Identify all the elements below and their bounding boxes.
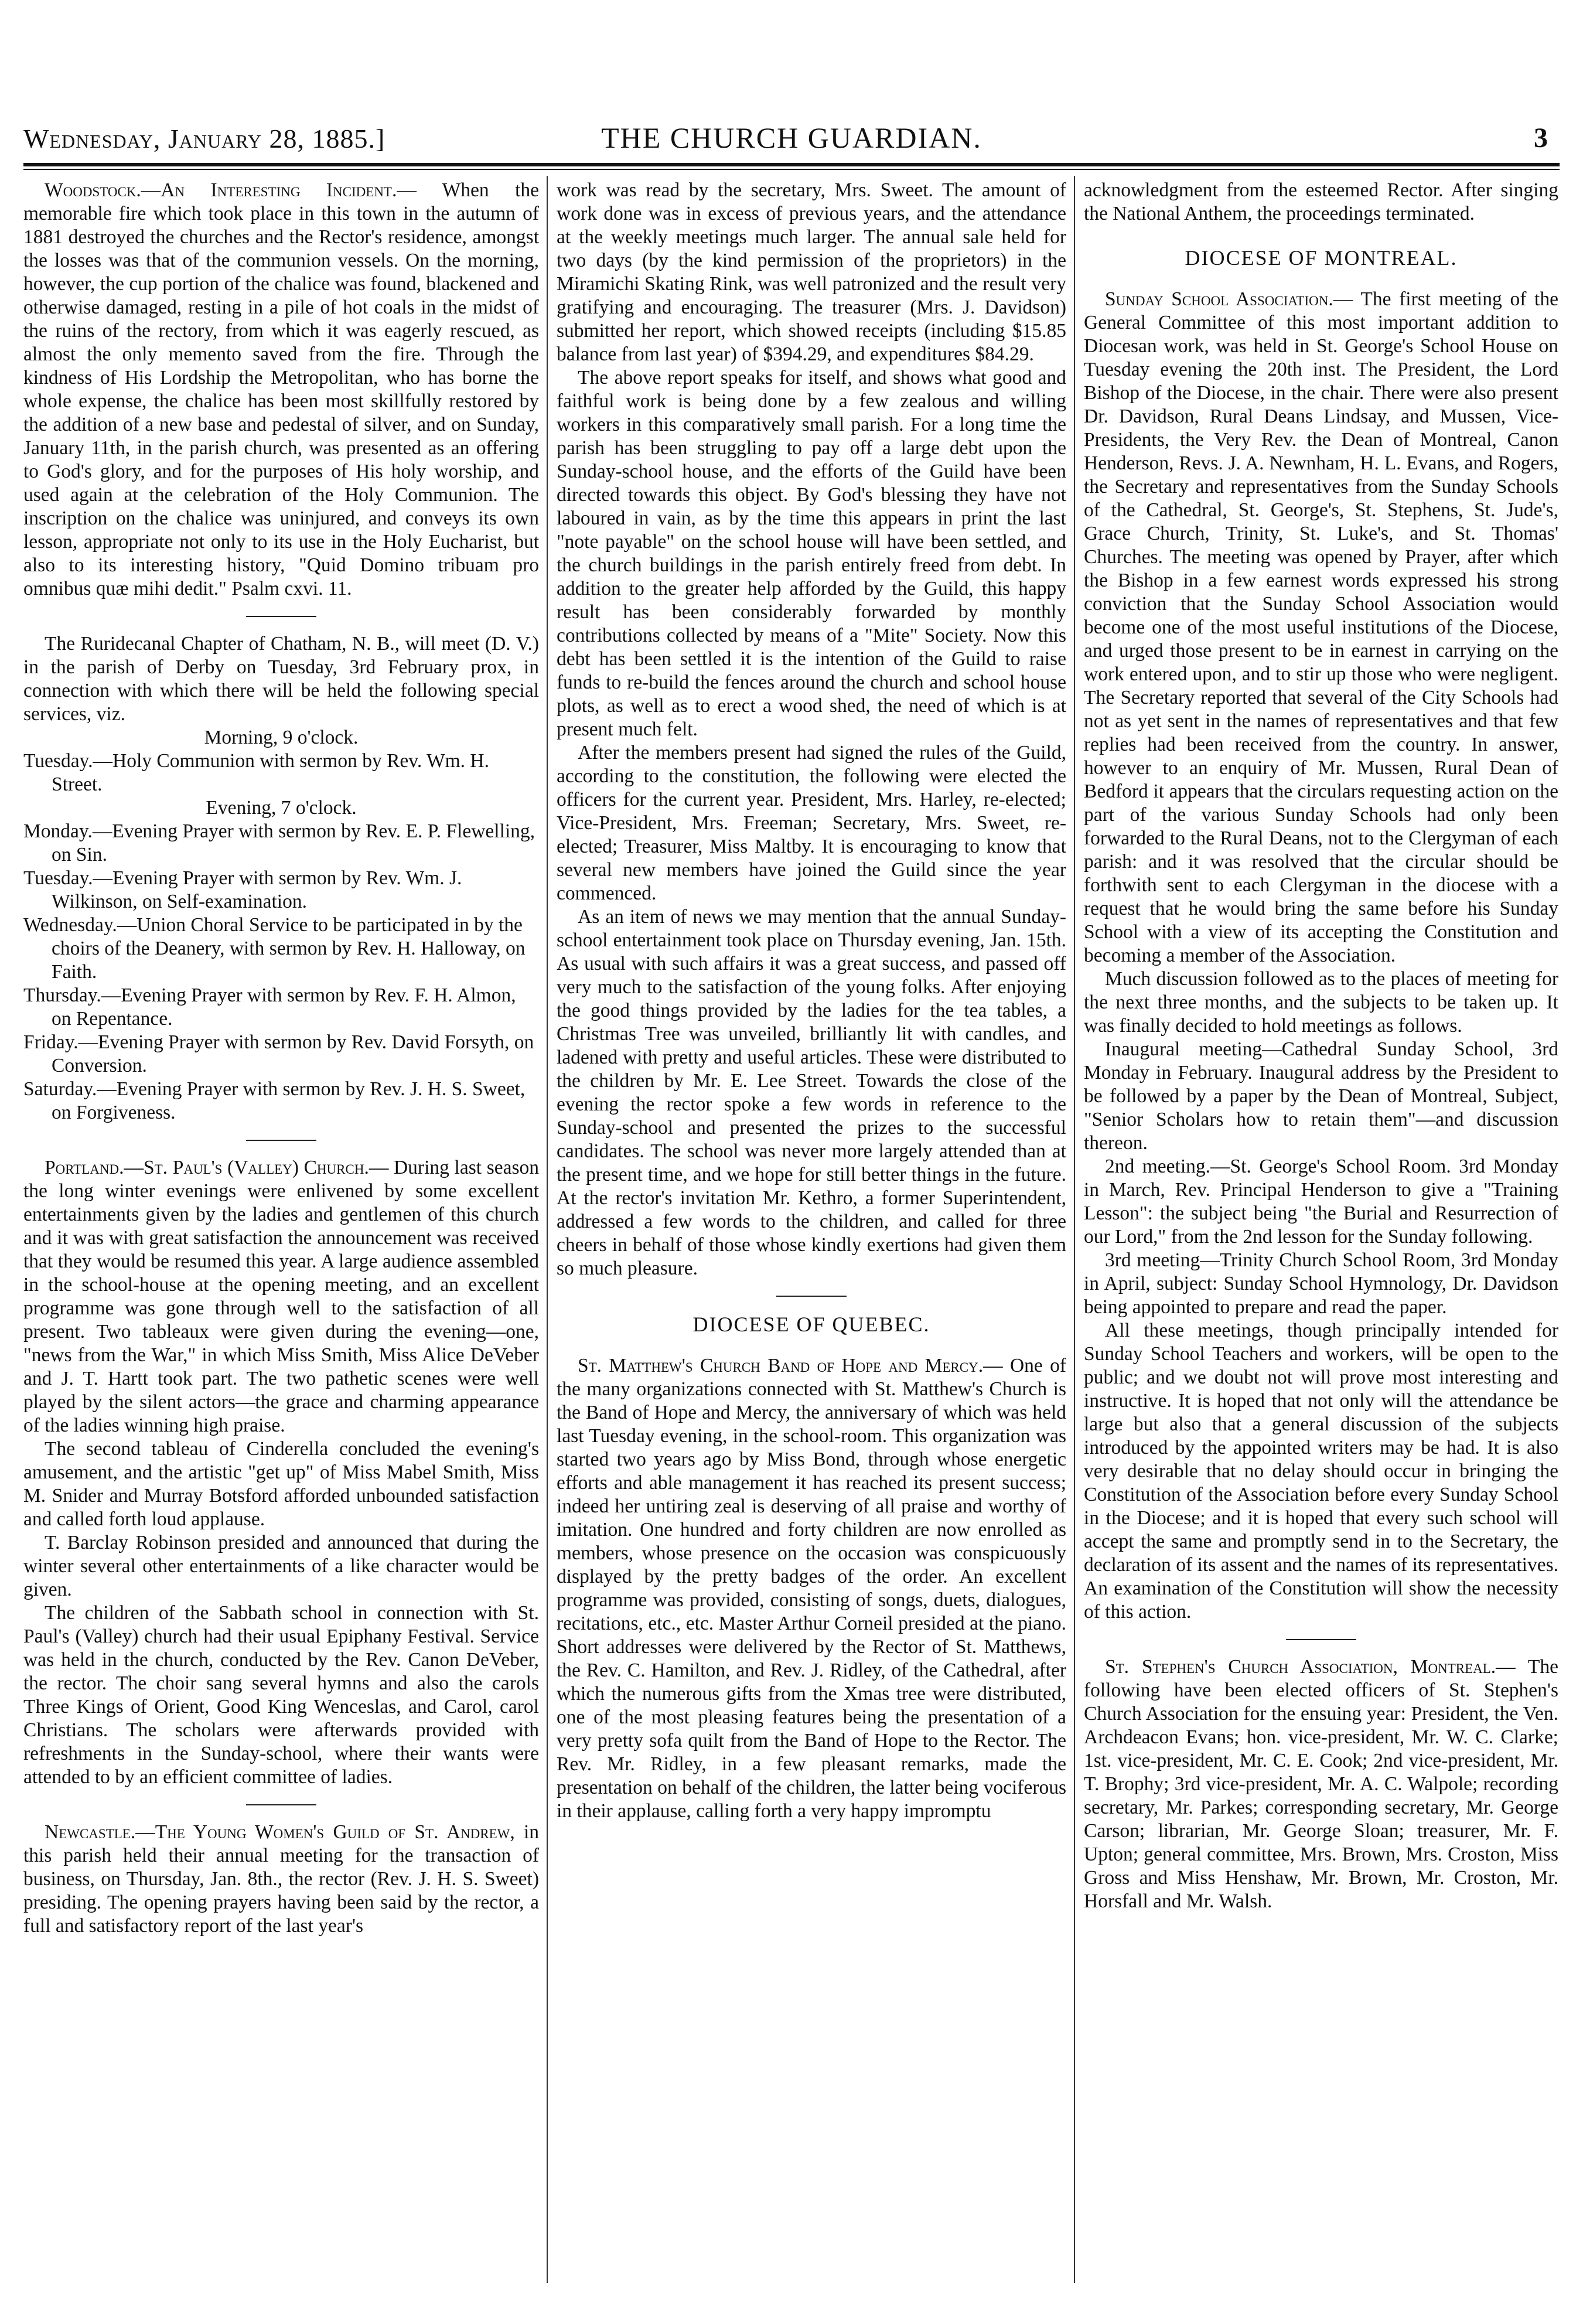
woodstock-article [23,179,539,601]
matthew-continued: acknowledgment from the esteemed Rector. After singing the National Anthem, the proceedings terminated. [1084,179,1558,224]
header-rule-thick [23,163,1560,166]
ssa-paragraph-2: Much discussion followed as to the places of meeting for the next three months, and the subjects to be taken up. It was finally decided to hold meetings as follows. [1084,968,1558,1037]
woodstock-text: When the memorable fire which took place in this town in the autumn of 1881 destroyed the churches and the Rector's residence, amongst the losses was that of the communion vessels. On the morning, however, the cup portion of the chalice was found, blackened and otherwise damaged, resting in a pile of hot coals in the midst of the ruins of the rectory, from which it was eagerly rescued, as almost the only memento saved from the fire. Through the kindness of His Lordship the Metropolitan, who has borne the whole expense, the chalice has been most skillfully restored by the addition of a new base and pedestal of silver, and on Sunday, January 11th, in the parish church, was presented as an offering to God's glory, and for the purposes of His holy worship, and used again at the celebration of the Holy Communion. The inscription on the chalice was uninjured, and conveys its own lesson, appropriate not only to its use in the Holy Eucharist, but also to its interesting history, "Quid Domino tribuam pro omnibus quæ mihi dedit." Psalm cxvi. 11. [23,179,539,599]
separator [776,1296,847,1297]
portland-paragraph-4: The children of the Sabbath school in connection with St. Paul's (Valley) church had their usual Epiphany Festival. Service was held in the church, conducted by the Rev. Canon DeVeber, the rector. The choir sang several hymns and also the carols Three Kings of Orient, Good King Wenceslas, and Carol, carol Christians. The scholars were afterwards provided with refreshments in the Sunday-school, where their wants were attended to by an efficient committee of ladies. [23,1602,539,1788]
section-title-quebec: DIOCESE OF QUEBEC. [692,1313,930,1336]
separator [1286,1639,1356,1640]
column-3 [1084,179,1558,2283]
ssa-text: The first meeting of the General Committee of this most important addition to Diocesan work, was held in St. George's School House on Tuesday evening the 20th inst. The President, the Lord Bishop of the Diocese, in the chair. There were also present Dr. Davidson, Rural Deans Lindsay, and Mussen, Vice-Presidents, the Very Rev. the Dean of Montreal, Canon Henderson, Revs. J. A. Newnham, H. L. Evans, and Rogers, the Secretary and representatives from the Sunday Schools of the Cathedral, St. George's, St. Stephens, St. Jude's, Grace Church, Trinity, St. Luke's, and St. Thomas' Churches. The meeting was opened by Prayer, after which the Bishop in a few earnest words expressed his strong conviction that the Sunday School Association would become one of the most useful institutions of the Diocese, and urged those present to be in earnest in carrying on the work entered upon, and to stir up those who were negligent. The Secretary reported that several of the City Schools had not as yet sent in the names of representatives and that few replies had been received from the country. In answer, however to an enquiry of Mr. Mussen, Rural Dean of Bedford it appears that the circulars requesting action on the part of the various Sunday Schools had only been forwarded to the Rural Deans, not to the Clergyman of each parish: and it was resolved that the circular should be forthwith sent to each Clergyman in the diocese with a request that he would bring the same before his Sunday School with a view of its accepting the Constitution and becoming a member of the Association. [1084,288,1558,966]
newcastle-text: in this parish held their annual meeting for the transaction of business, on Thursday, Jan. 8th., the rector (Rev. J. H. S. Sweet) presiding. The opening prayers having been said by the rector, a full and satisfactory report of the last year's [23,1821,539,1937]
separator [246,1804,316,1805]
stephen-heading: St. Stephen's Church Association, Montreal.— [1105,1656,1516,1678]
portland-text: During last season the long winter evenings were enlivened by some excellent entertainments given by the ladies and gentlemen of this church and it was with great satisfaction the announcement was received that they would be resumed this year. A large audience assembled in the school-house at the opening meeting, and an excellent programme was gone through well to the satisfaction of all present. Two tableaux were given during the evening—one, "news from the War," in which Miss Smith, Miss Alice DeVeber and J. T. Hartt took part. The two pathetic scenes were well played by the silent actors—the grace and charming appearance of the ladies winning high praise. [23,1157,539,1436]
ssa-paragraph-5: 3rd meeting—Trinity Church School Room, 3rd Monday in April, subject: Sunday School Hymnology, Dr. Davidson being appointed to prepare and read the paper. [1084,1249,1558,1318]
stephen-article [1084,1655,1558,1913]
column-2 [557,179,1066,2283]
header-rule-thin [23,169,1560,170]
newcastle-continued: work was read by the secretary, Mrs. Sweet. The amount of work done was in excess of previous years, and the attendance at the weekly meetings much larger. The annual sale held for two days (by the kind permission of the proprietors) in the Miramichi Skating Rink, was well patronized and the result very gratifying and encouraging. The treasurer (Mrs. J. Davidson) submitted her report, which showed receipts (including $15.85 balance from last year) of $394.29, and expenditures $84.29. [557,179,1066,365]
column-1 [23,179,539,2283]
service-time-evening: Evening, 7 o'clock. [206,797,357,819]
column-divider-2 [1074,176,1075,2283]
matthew-heading: St. Matthew's Church Band of Hope and Mercy.— [578,1355,1003,1376]
page-number: 3 [1534,122,1548,154]
separator [246,1140,316,1141]
woodstock-heading: Woodstock.—An Interesting Incident.— [45,179,417,201]
service-item: Thursday.—Evening Prayer with sermon by Rev. F. H. Almon, on Repentance. [23,984,516,1030]
column-divider-1 [547,176,548,2283]
stephen-text: The following have been elected officers of St. Stephen's Church Association for the ensuing year: President, the Ven. Archdeacon Evans; hon. vice-president, Mr. W. C. Clarke; 1st. vice-president, Mr. C. E. Cook; 2nd vice-president, Mr. T. Brophy; 3rd vice-president, Mr. A. C. Walpole; recording secretary, Mr. Parkes; corresponding secretary, Mr. George Carson; librarian, Mr. George Sloan; treasurer, Mr. F. Upton; general committee, Mrs. Brown, Mrs. Croston, Miss Gross and Miss Henshaw, Mr. Brown, Mr. Croston, Mr. Horsfall and Mr. Walsh. [1084,1656,1558,1912]
portland-article [23,1156,539,1437]
portland-heading: Portland.—St. Paul's (Valley) Church.— [45,1157,389,1178]
service-item: Saturday.—Evening Prayer with sermon by Rev. J. H. S. Sweet, on Forgiveness. [23,1078,526,1123]
newcastle-paragraph-2: The above report speaks for itself, and shows what good and faithful work is being done by a few zealous and willing workers in this comparatively small parish. For a long time the parish has been struggling to pay off a large debt upon the Sunday-school house, and the efforts of the Guild have been directed towards this object. By God's blessing they have not laboured in vain, as by the time this appears in print the last "note payable" on the school house will have been settled, and the church buildings in the parish entirely freed from debt. In addition to the greater help afforded by the Guild, this happy result has been considerably forwarded by monthly contributions collected by means of a "Mite" Society. Now this debt has been settled it is the intention of the Guild to raise funds to re-build the fences around the church and school house plots, as well as to erect a wood shed, the need of which is at present much felt. [557,367,1066,740]
separator [246,616,316,617]
portland-paragraph-3: T. Barclay Robinson presided and announced that during the winter several other entertainments of a like character would be given. [23,1532,539,1600]
newcastle-paragraph-4: As an item of news we may mention that the annual Sunday-school entertainment took place on Thursday evening, Jan. 15th. As usual with such affairs it was a great success, and passed off very much to the satisfaction of the young folks. After enjoying the good things provided by the ladies for the tea tables, a Christmas Tree was unveiled, brilliantly lit with candles, and ladened with pretty and useful articles. These were distributed to the children by Mr. E. Lee Street. Towards the close of the evening the rector spoke a few words in reference to the Sunday-school and presented the prizes to the successful candidates. The school was never more largely attended than at the present time, and we hope for still better things in the future. At the rector's invitation Mr. Kethro, a former Superintendent, addressed a few words to the children, and called for three cheers in behalf of those whose kindly exertions had given them so much pleasure. [557,906,1066,1279]
newspaper-title: THE CHURCH GUARDIAN. [601,121,982,154]
masthead [23,123,1560,158]
ssa-paragraph-4: 2nd meeting.—St. George's School Room. 3rd Monday in March, Rev. Principal Henderson to give a "Training Lesson": the subject being "the Burial and Resurrection of our Lord," from the 2nd lesson for the Sunday following. [1084,1156,1558,1248]
newcastle-article [23,1821,539,1938]
ssa-paragraph-3: Inaugural meeting—Cathedral Sunday School, 3rd Monday in February. Inaugural address by the President to be followed by a paper by the Dean of Montreal, Subject, "Senior Scholars how to retain them"—and discussion thereon. [1084,1038,1558,1154]
matthew-text: One of the many organizations connected with St. Matthew's Church is the Band of Hope and Mercy, the anniversary of which was held last Tuesday evening, in the school-room. This organization was started two years ago by Miss Bond, through whose energetic efforts and able management it has reached its present success; indeed her untiring zeal is deserving of all praise and worthy of imitation. One hundred and forty children are now enrolled as members, whose presence on the occasion was conspicuously displayed by the pretty badges of the order. An excellent programme was provided, consisting of songs, duets, dialogues, recitations, etc., etc. Master Arthur Corneil presided at the piano. Short addresses were delivered by the Rector of St. Matthews, the Rev. C. Hamilton, and Rev. J. Ridley, of the Cathedral, after which the numerous gifts from the Xmas tree were distributed, one of the most pleasing features being the presentation of a very pretty sofa quilt from the Band of Hope to the Rector. The Rev. Mr. Ridley, in a few pleasant remarks, made the presentation on behalf of the children, the latter being vociferous in their applause, calling forth a very happy impromptu [557,1355,1066,1822]
ssa-heading: Sunday School Association.— [1105,288,1353,310]
ssa-article [1084,288,1558,967]
service-item: Monday.—Evening Prayer with sermon by Rev. E. P. Flewelling, on Sin. [23,820,535,865]
service-item: Friday.—Evening Prayer with sermon by Rev. David Forsyth, on Conversion. [23,1031,534,1076]
issue-date: Wednesday, January 28, 1885.] [23,124,385,154]
service-item: Tuesday.—Holy Communion with sermon by Rev. Wm. H. Street. [23,750,490,795]
portland-paragraph-2: The second tableau of Cinderella concluded the evening's amusement, and the artistic "get up" of Miss Mabel Smith, Miss M. Snider and Murray Botsford afforded unbounded satisfaction and called forth loud applause. [23,1438,539,1530]
newcastle-heading: Newcastle.—The Young Women's Guild of St. Andrew, [45,1821,515,1843]
service-item: Wednesday.—Union Choral Service to be participated in by the choirs of the Deanery, with sermon by Rev. H. Halloway, on Faith. [23,914,526,983]
newcastle-paragraph-3: After the members present had signed the rules of the Guild, according to the constitution, the following were elected the officers for the current year. President, Mrs. Harley, re-elected; Vice-President, Mrs. Freeman; Secretary, Mrs. Sweet, re-elected; Treasurer, Miss Maltby. It is encouraging to know that several new members have joined the Guild since the year commenced. [557,742,1066,904]
service-time-morning: Morning, 9 o'clock. [204,727,359,748]
service-item: Tuesday.—Evening Prayer with sermon by Rev. Wm. J. Wilkinson, on Self-examination. [23,867,462,912]
section-title-montreal: DIOCESE OF MONTREAL. [1185,246,1458,270]
ssa-paragraph-6: All these meetings, though principally intended for Sunday School Teachers and workers, will be open to the public; and we doubt not will prove most interesting and instructive. It is hoped that not only will the attendance be large but also that a general discussion of the subjects introduced by the appointed writers may be had. It is also very desirable that no delay should occur in bringing the Constitution of the Association before every Sunday School in the Diocese; and it is hoped that every such school will accept the same and promptly send in to the Secretary, the declaration of its assent and the names of its representatives. An examination of the Constitution will show the necessity of this action. [1084,1320,1558,1623]
matthew-article [557,1354,1066,1823]
chapter-notice: The Ruridecanal Chapter of Chatham, N. B., will meet (D. V.) in the parish of Derby on Tuesday, 3rd February prox, in connection with which there will be held the following special services, viz. [23,633,539,725]
